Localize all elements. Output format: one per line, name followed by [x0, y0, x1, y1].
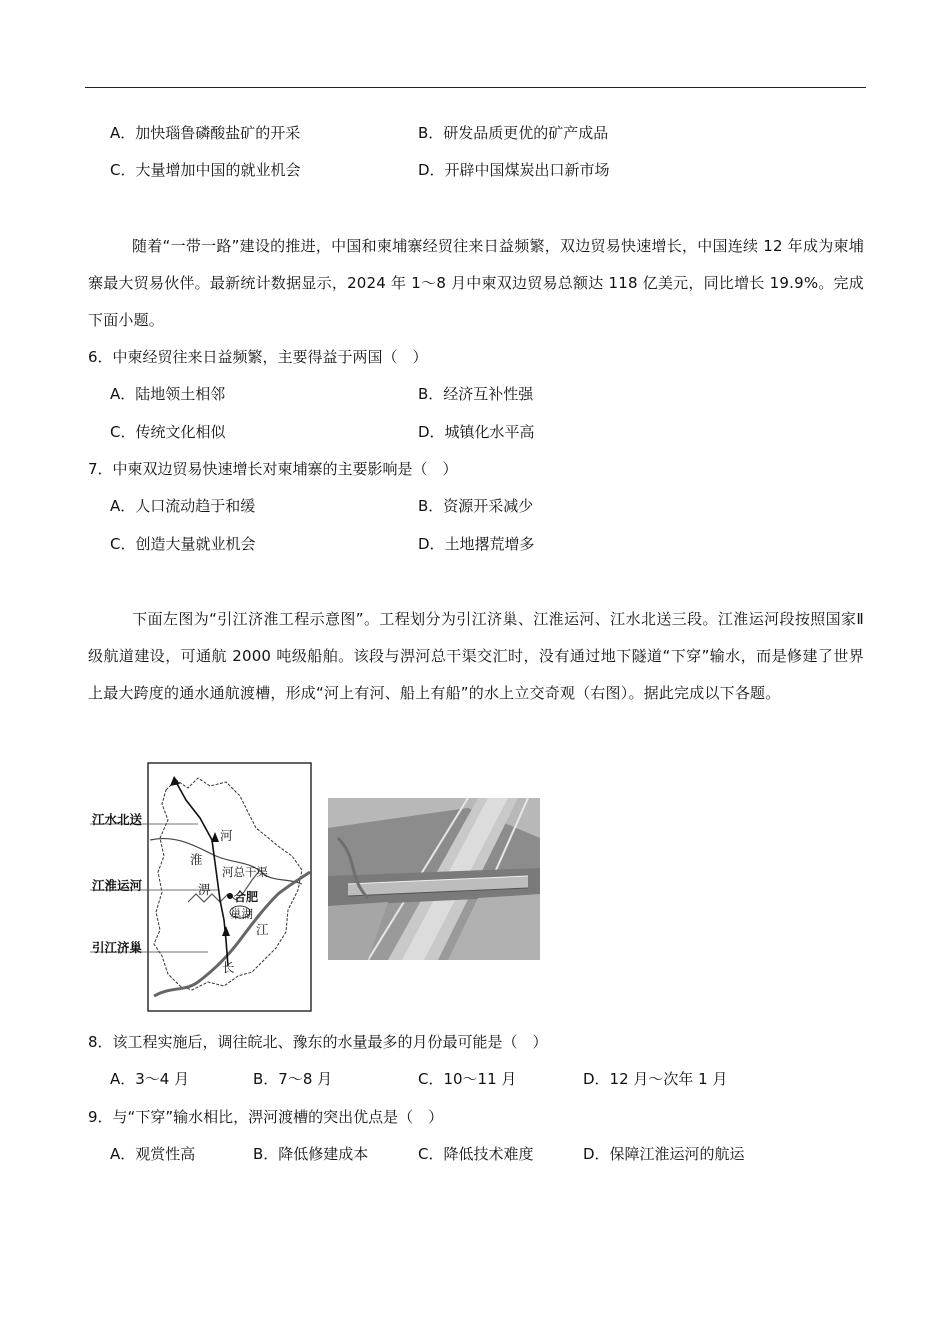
label-yinjiang-jichao: 引江济巢: [92, 940, 143, 955]
label-jiang: 江: [256, 922, 269, 937]
label-chaohu: 巢湖: [230, 907, 253, 921]
q6-stem: 6．中柬经贸往来日益频繁，主要得益于两国（ ）: [88, 348, 428, 366]
q8-stem: 8．该工程实施后，调往皖北、豫东的水量最多的月份最可能是（ ）: [88, 1033, 548, 1051]
q7-option-b[interactable]: B．资源开采减少: [418, 497, 534, 515]
q7-stem: 7．中柬双边贸易快速增长对柬埔寨的主要影响是（ ）: [88, 460, 458, 478]
q6-option-a[interactable]: A．陆地领土相邻: [110, 385, 226, 403]
q9-option-d[interactable]: D．保障江淮运河的航运: [583, 1145, 745, 1163]
passage-cambodia-trade: 随着“一带一路”建设的推进，中国和柬埔寨经贸往来日益频繁，双边贸易快速增长，中国连续 12 年成为柬埔寨最大贸易伙伴。最新统计数据显示，2024 年 1～8 月中柬双边贸易总额达 118 亿美元，同比增长 19.9%。完成下面小题。: [88, 237, 864, 329]
q8-option-d[interactable]: D．12 月～次年 1 月: [583, 1070, 728, 1088]
label-jiangshui-beisong: 江水北送: [92, 812, 143, 827]
q5-option-c[interactable]: C．大量增加中国的就业机会: [110, 161, 301, 179]
project-map-figure: [88, 760, 320, 1015]
q6-option-b[interactable]: B．经济互补性强: [418, 385, 534, 403]
q6-option-d[interactable]: D．城镇化水平高: [418, 423, 535, 441]
q8-option-c[interactable]: C．10～11 月: [418, 1070, 517, 1088]
q5-option-a[interactable]: A．加快瑙鲁磷酸盐矿的开采: [110, 124, 301, 142]
q8-option-b[interactable]: B．7～8 月: [253, 1070, 333, 1088]
label-huai: 淮: [190, 852, 203, 867]
q7-option-d[interactable]: D．土地撂荒增多: [418, 535, 535, 553]
q6-option-c[interactable]: C．传统文化相似: [110, 423, 226, 441]
q9-option-c[interactable]: C．降低技术难度: [418, 1145, 534, 1163]
q5-option-d[interactable]: D．开辟中国煤炭出口新市场: [418, 161, 610, 179]
q5-option-b[interactable]: B．研发品质更优的矿产成品: [418, 124, 609, 142]
q9-stem: 9．与“下穿”输水相比，淠河渡槽的突出优点是（ ）: [88, 1108, 444, 1126]
label-hefei: 合肥: [234, 890, 259, 904]
label-he: 河: [220, 828, 233, 843]
header-rule: [85, 87, 866, 88]
q9-option-a[interactable]: A．观赏性高: [110, 1145, 196, 1163]
q8-option-a[interactable]: A．3～4 月: [110, 1070, 190, 1088]
q7-option-c[interactable]: C．创造大量就业机会: [110, 535, 256, 553]
label-jianghuai-yunhe: 江淮运河: [92, 878, 143, 893]
label-chang: 长: [222, 960, 235, 975]
label-zongganqu: 河总干渠: [222, 865, 268, 879]
label-pi: 淠: [198, 882, 211, 897]
aqueduct-photo-illustration: [328, 798, 540, 960]
passage-yangtze-huai-project: 下面左图为“引江济淮工程示意图”。工程划分为引江济巢、江淮运河、江水北送三段。江淮运河段按照国家Ⅱ级航道建设，可通航 2000 吨级船舶。该段与淠河总干渠交汇时，没有通过地下隧道“下穿”输水，而是修建了世界上最大跨度的通水通航渡槽，形成“河上有河、船上有船”的水上立交奇观（右图）。据此完成以下各题。: [88, 610, 864, 702]
aqueduct-photo: [328, 798, 540, 960]
q9-option-b[interactable]: B．降低修建成本: [253, 1145, 369, 1163]
q7-option-a[interactable]: A．人口流动趋于和缓: [110, 497, 256, 515]
